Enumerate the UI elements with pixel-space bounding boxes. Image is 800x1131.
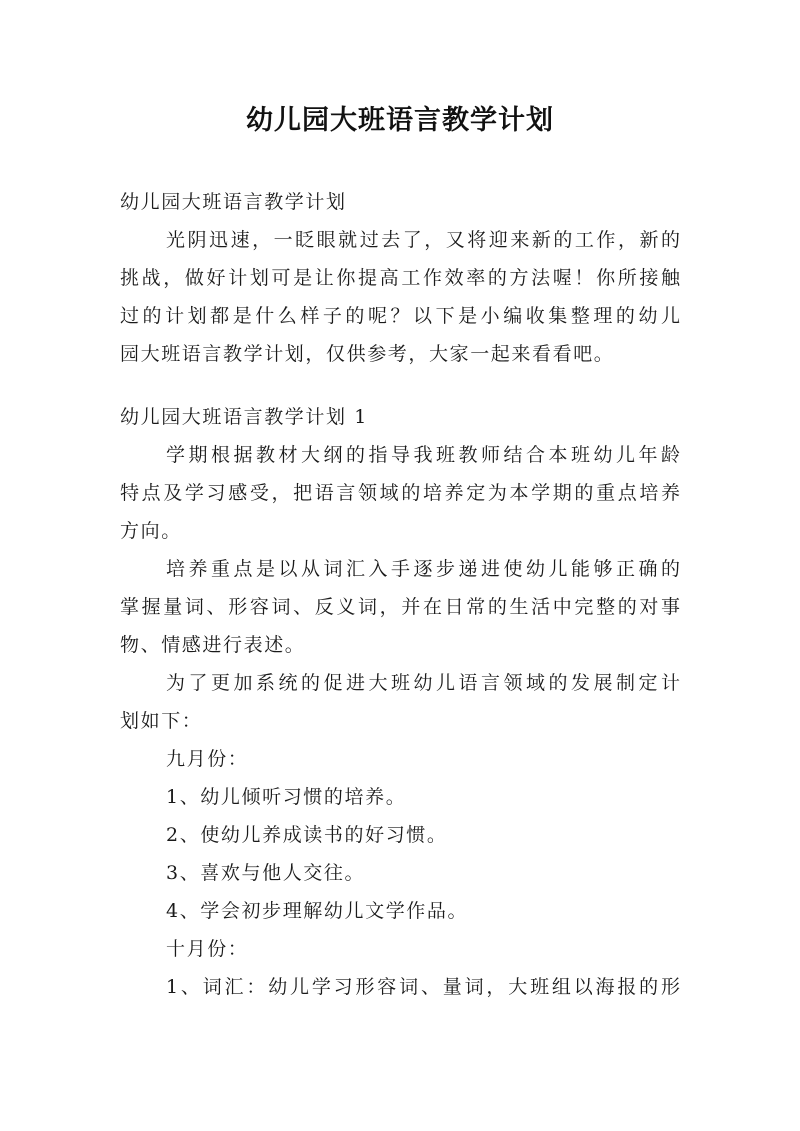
month-label-september: 九月份： — [166, 748, 249, 770]
paragraph-line: 学期根据教材大纲的指导我班教师结合本班幼儿年龄 — [166, 444, 680, 466]
intro-line: 园大班语言教学计划，仅供参考，大家一起来看看吧。 — [120, 343, 615, 365]
paragraph-line: 培养重点是以从词汇入手逐步递进使幼儿能够正确的 — [166, 558, 680, 580]
paragraph-line: 特点及学习感受，把语言领域的培养定为本学期的重点培养 — [120, 482, 680, 504]
intro-line: 光阴迅速，一眨眼就过去了，又将迎来新的工作，新的 — [166, 229, 680, 251]
list-item: 4、学会初步理解幼儿文学作品。 — [166, 900, 469, 922]
document-body — [120, 183, 680, 1006]
paragraph-line: 物、情感进行表述。 — [120, 634, 306, 656]
paragraph-line: 掌握量词、形容词、反义词，并在日常的生活中完整的对事 — [120, 596, 680, 618]
paragraph-gap — [120, 373, 680, 398]
paragraph-line: 为了更加系统的促进大班幼儿语言领域的发展制定计 — [166, 672, 680, 694]
paragraph-line: 方向。 — [120, 520, 182, 542]
list-item: 3、喜欢与他人交往。 — [166, 862, 366, 884]
list-item: 1、幼儿倾听习惯的培养。 — [166, 786, 407, 808]
month-label-october: 十月份： — [166, 938, 249, 960]
section-title: 幼儿园大班语言教学计划 1 — [120, 406, 368, 428]
paragraph-line: 划如下： — [120, 710, 203, 732]
list-item: 2、使幼儿养成读书的好习惯。 — [166, 824, 448, 846]
document-title: 幼儿园大班语言教学计划 — [246, 105, 554, 136]
list-item: 1、词汇：幼儿学习形容词、量词，大班组以海报的形 — [166, 976, 680, 998]
intro-heading: 幼儿园大班语言教学计划 — [120, 191, 347, 213]
intro-line: 过的计划都是什么样子的呢？以下是小编收集整理的幼儿 — [120, 305, 680, 327]
intro-line: 挑战，做好计划可是让你提高工作效率的方法喔！你所接触 — [120, 267, 680, 289]
